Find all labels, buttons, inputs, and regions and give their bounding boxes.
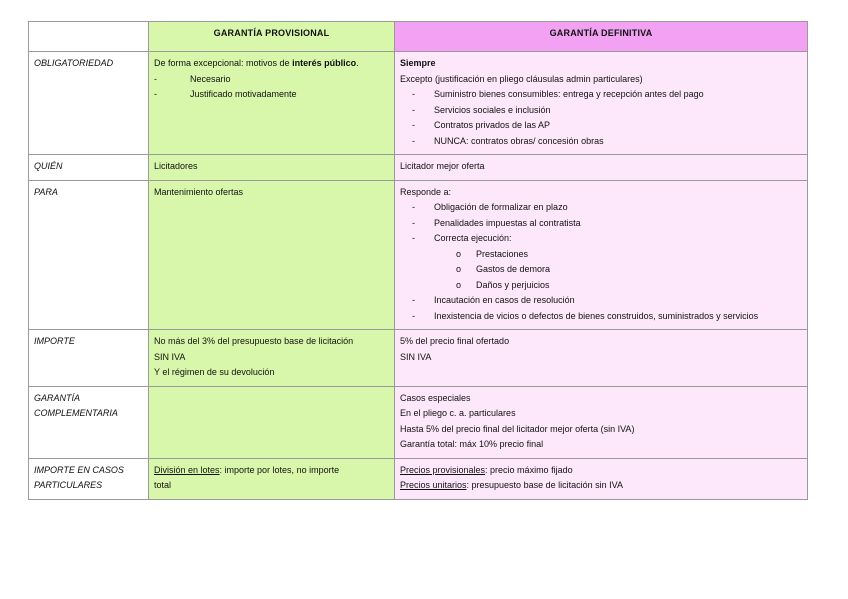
prov-intro: De forma excepcional: motivos de interés público.: [154, 58, 359, 68]
definitiva-cell: [395, 386, 808, 458]
def-except: Excepto (justificación en pliego cláusulas admin particulares): [400, 73, 643, 84]
provisional-cell: Licitadores: [149, 155, 395, 181]
text-line: 5% del precio final ofertado: [400, 336, 510, 346]
header-definitiva: GARANTÍA DEFINITIVA: [395, 22, 808, 52]
text-line: Casos especiales: [400, 392, 471, 403]
text-line: División en lotes: importe por lotes, no importe: [154, 464, 340, 475]
definitiva-cell: Licitador mejor oferta: [395, 155, 808, 181]
list-subitem: o Daños y perjuicios: [456, 279, 550, 290]
text-line: SIN IVA: [154, 351, 186, 362]
list-item: - Necesario: [154, 72, 389, 88]
list-item: - Incautación en casos de resolución: [412, 295, 575, 305]
list-subitem: o Gastos de demora: [456, 264, 551, 274]
provisional-cell: [149, 458, 395, 499]
list-item: - NUNCA: contratos obras/ concesión obras: [412, 135, 604, 146]
row-label: QUIÉN: [29, 155, 149, 181]
definitiva-cell: [395, 52, 808, 155]
list-subitem: o Prestaciones: [456, 248, 529, 259]
definitiva-cell: [395, 180, 808, 330]
table-row-quien: [29, 155, 808, 181]
table-row-particulares: [29, 458, 808, 499]
list-item: - Suministro bienes consumibles: entrega y recepción antes del pago: [412, 89, 704, 99]
list-item: - Penalidades impuestas al contratista: [412, 217, 581, 228]
text-line: Y el régimen de su devolución: [154, 367, 275, 377]
list-item: - Servicios sociales e inclusión: [412, 104, 551, 115]
text-line: Precios provisionales: precio máximo fijado: [400, 464, 573, 475]
guarantees-table: [28, 21, 808, 500]
provisional-cell: [149, 330, 395, 387]
list-item: - Contratos privados de las AP: [412, 120, 551, 130]
row-label: GARANTÍA COMPLEMENTARIA: [29, 386, 149, 458]
table-row-importe: [29, 330, 808, 387]
row-label: IMPORTE: [29, 330, 149, 387]
header-provisional: GARANTÍA PROVISIONAL: [149, 22, 395, 52]
text-line: Hasta 5% del precio final del licitador mejor oferta (sin IVA): [400, 423, 635, 434]
list-item: - Inexistencia de vicios o defectos de bienes construidos, suministrados y servicios: [412, 310, 759, 321]
header-row: [29, 22, 808, 52]
text-line: total: [154, 480, 172, 490]
text-line: En el pliego c. a. particulares: [400, 408, 516, 418]
header-empty-cell: [29, 22, 149, 52]
row-label: IMPORTE EN CASOS PARTICULARES: [29, 458, 149, 499]
definitiva-cell: [395, 330, 808, 387]
def-intro: Responde a:: [400, 186, 452, 197]
text-line: No más del 3% del presupuesto base de licitación: [154, 336, 354, 346]
provisional-cell: [149, 386, 395, 458]
provisional-cell: [149, 52, 395, 155]
table-row-para: [29, 180, 808, 330]
text-line: Precios unitarios: presupuesto base de licitación sin IVA: [400, 480, 623, 490]
table-row-obligatoriedad: [29, 52, 808, 155]
definitiva-cell: [395, 458, 808, 499]
list-item: - Obligación de formalizar en plazo: [412, 202, 568, 212]
row-label: OBLIGATORIEDAD: [29, 52, 149, 155]
def-title: Siempre: [400, 58, 436, 68]
row-label: PARA: [29, 180, 149, 330]
text-line: Garantía total: máx 10% precio final: [400, 439, 544, 449]
provisional-cell: Mantenimiento ofertas: [149, 180, 395, 330]
text-line: SIN IVA: [400, 351, 432, 362]
table-row-complementaria: [29, 386, 808, 458]
list-item: - Justificado motivadamente: [154, 87, 389, 103]
list-item: - Correcta ejecución:: [412, 233, 512, 243]
